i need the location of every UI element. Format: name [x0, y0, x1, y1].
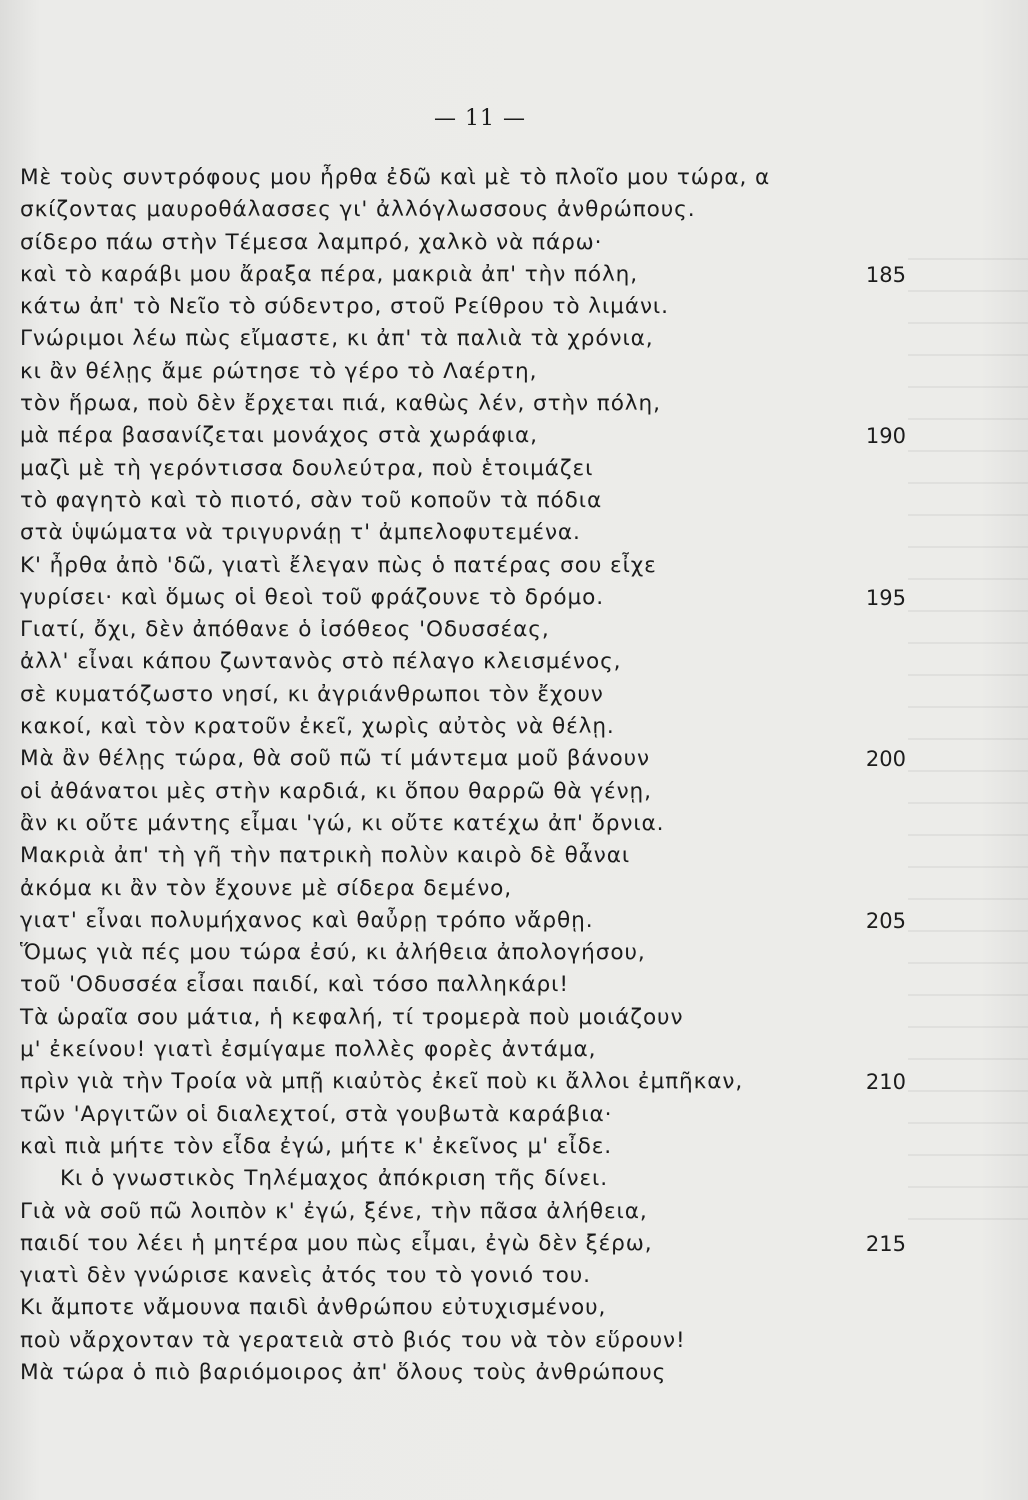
poem-line — [20, 808, 910, 840]
poem-line-text: τοῦ 'Οδυσσέα εἶσαι παιδί, καὶ τόσο παλληκάρι! — [20, 972, 569, 998]
poem-line-text: Γιατί, ὄχι, δὲν ἀπόθανε ὁ ἰσόθεος 'Οδυσσέας, — [20, 617, 550, 643]
poem-line-text: τὸν ἥρωα, ποὺ δὲν ἔρχεται πιά, καθὼς λέν, στὴν πόλη, — [20, 391, 661, 417]
poem-line — [20, 1292, 910, 1324]
poem-line-text: Μὰ ἂν θέλῃς τώρα, θὰ σοῦ πῶ τί μάντεμα μοῦ βάνουν — [20, 746, 651, 772]
poem-line-text: Τὰ ὡραῖα σου μάτια, ἡ κεφαλή, τί τρομερὰ ποὺ μοιάζουν — [20, 1004, 684, 1030]
poem-line-text: τῶν 'Αργιτῶν οἱ διαλεχτοί, στὰ γουβωτὰ καράβια· — [20, 1101, 613, 1127]
poem-line-text: καὶ τὸ καράβι μου ἄραξα πέρα, μακριὰ ἀπ' τὴν πόλη, — [20, 261, 639, 287]
poem-line — [20, 840, 910, 872]
poem-line — [20, 388, 910, 420]
poem-line — [20, 453, 910, 485]
poem-line-text: παιδί του λέει ἡ μητέρα μου πὼς εἶμαι, ἐγὼ δὲν ξέρω, — [20, 1230, 653, 1256]
poem-line — [20, 1099, 910, 1131]
poem-line-text: σὲ κυματόζωστο νησί, κι ἀγριάνθρωποι τὸν ἔχουν — [20, 681, 604, 707]
poem-line — [20, 1131, 910, 1163]
poem-line — [20, 356, 910, 388]
poem-line-text: πρὶν γιὰ τὴν Τροία νὰ μπῇ κιαὐτὸς ἐκεῖ ποὺ κι ἄλλοι ἐμπῆκαν, — [20, 1069, 744, 1095]
poem-line-text: μὰ πέρα βασανίζεται μονάχος στὰ χωράφια, — [20, 423, 538, 449]
line-number: 185 — [865, 262, 906, 287]
poem-line-text: κι ἂν θέλῃς ἄμε ρώτησε τὸ γέρο τὸ Λαέρτη, — [20, 358, 538, 384]
line-number: 200 — [865, 747, 906, 772]
poem-line-text: μ' ἐκείνου! γιατὶ ἐσμίγαμε πολλὲς φορὲς ἀντάμα, — [20, 1037, 597, 1063]
poem-line — [20, 323, 910, 355]
poem-line-text: στὰ ὑψώματα νὰ τριγυρνάῃ τ' ἀμπελοφυτεμένα. — [20, 520, 581, 546]
poem-line-text: κακοί, καὶ τὸν κρατοῦν ἐκεῖ, χωρὶς αὐτὸς νὰ θέλῃ. — [20, 714, 615, 740]
poem-line — [20, 905, 910, 937]
poem-line-text: γυρίσει· καὶ ὅμως οἱ θεοὶ τοῦ φράζουνε τὸ δρόμο. — [20, 584, 605, 610]
poem-line — [20, 1196, 910, 1228]
poem-line — [20, 291, 910, 323]
poem-line — [20, 969, 910, 1001]
poem-line — [20, 679, 910, 711]
line-number: 210 — [865, 1070, 906, 1095]
poem-line — [20, 1163, 910, 1195]
poem-line-text: Κι ὁ γνωστικὸς Τηλέμαχος ἀπόκριση τῆς δίνει. — [60, 1166, 608, 1192]
poem-line-text: γιατὶ δὲν γνώρισε κανεὶς ἀτός του τὸ γονιό του. — [20, 1263, 591, 1289]
poem-line — [20, 1002, 910, 1034]
poem-line-text: σκίζοντας μαυροθάλασσες γι' ἀλλόγλωσσους ἀνθρώπους. — [20, 197, 696, 223]
poem-line-text: ἀκόμα κι ἂν τὸν ἔχουνε μὲ σίδερα δεμένο, — [20, 875, 513, 901]
poem-line-text: ἂν κι οὔτε μάντης εἶμαι 'γώ, κι οὔτε κατέχω ἀπ' ὄρνια. — [20, 810, 665, 836]
poem-line — [20, 194, 910, 226]
poem-line-text: τὸ φαγητὸ καὶ τὸ πιοτό, σὰν τοῦ κοποῦν τὰ πόδια — [20, 487, 603, 513]
poem-line — [20, 743, 910, 775]
line-number: 195 — [865, 585, 906, 610]
poem-line — [20, 711, 910, 743]
line-number: 190 — [865, 424, 906, 449]
line-number: 205 — [865, 908, 906, 933]
page-number: — 11 — — [434, 106, 526, 131]
poem-line — [20, 1260, 910, 1292]
poem-line — [20, 873, 910, 905]
poem-line — [20, 1325, 910, 1357]
poem-line — [20, 1228, 910, 1260]
poem-line-text: Ὅμως γιὰ πές μου τώρα ἐσύ, κι ἀλήθεια ἀπολογήσου, — [20, 940, 646, 966]
poem-line — [20, 937, 910, 969]
poem-line — [20, 485, 910, 517]
poem-line — [20, 646, 910, 678]
poem-line — [20, 517, 910, 549]
poem-line-text: κάτω ἀπ' τὸ Νεῖο τὸ σύδεντρο, στοῦ Ρείθρου τὸ λιμάνι. — [20, 294, 669, 320]
poem-line — [20, 614, 910, 646]
poem-line-text: γιατ' εἶναι πολυμήχανος καὶ θαὖρῃ τρόπο νἄρθῃ. — [20, 907, 594, 933]
poem-line-text: Μὰ τώρα ὁ πιὸ βαριόμοιρος ἀπ' ὅλους τοὺς ἀνθρώπους — [20, 1359, 667, 1385]
poem-line — [20, 1066, 910, 1098]
poem-line-text: Γνώριμοι λέω πὼς εἴμαστε, κι ἀπ' τὰ παλιὰ τὰ χρόνια, — [20, 326, 654, 352]
poem-line — [20, 582, 910, 614]
poem-line-text: μαζὶ μὲ τὴ γερόντισσα δουλεύτρα, ποὺ ἑτοιμάζει — [20, 455, 594, 481]
poem-line-text: Μὲ τοὺς συντρόφους μου ἦρθα ἐδῶ καὶ μὲ τὸ πλοῖο μου τώρα, α — [20, 165, 771, 190]
poem-line-text: Μακριὰ ἀπ' τὴ γῆ τὴν πατρικὴ πολὺν καιρὸ δὲ θἆναι — [20, 843, 631, 869]
poem-line — [20, 420, 910, 452]
poem-text — [20, 162, 910, 1389]
show-through-text — [908, 240, 1028, 1240]
poem-line — [20, 162, 910, 194]
poem-line — [20, 550, 910, 582]
poem-line-text: σίδερο πάω στὴν Τέμεσα λαμπρό, χαλκὸ νὰ πάρω· — [20, 229, 603, 255]
poem-line-text: ἀλλ' εἶναι κάπου ζωντανὸς στὸ πέλαγο κλεισμένος, — [20, 649, 622, 675]
line-number: 215 — [865, 1231, 906, 1256]
poem-line-text: Κι ἄμποτε νἄμουνα παιδὶ ἀνθρώπου εὐτυχισμένου, — [20, 1295, 607, 1321]
poem-line-text: καὶ πιὰ μήτε τὸν εἶδα ἐγώ, μήτε κ' ἐκεῖνος μ' εἶδε. — [20, 1133, 613, 1159]
poem-line — [20, 776, 910, 808]
poem-line-text: Κ' ἦρθα ἀπὸ 'δῶ, γιατὶ ἔλεγαν πὼς ὁ πατέρας σου εἶχε — [20, 552, 657, 578]
poem-line-text: Γιὰ νὰ σοῦ πῶ λοιπὸν κ' ἐγώ, ξένε, τὴν πᾶσα ἀλήθεια, — [20, 1198, 648, 1224]
poem-line-text: ποὺ νἄρχονταν τὰ γερατειὰ στὸ βιός του νὰ τὸν εὕρουν! — [20, 1327, 686, 1353]
poem-line — [20, 259, 910, 291]
poem-line — [20, 227, 910, 259]
poem-line-text: οἱ ἀθάνατοι μὲς στὴν καρδιά, κι ὅπου θαρρῶ θὰ γένῃ, — [20, 778, 652, 804]
poem-line — [20, 1357, 910, 1389]
poem-line — [20, 1034, 910, 1066]
